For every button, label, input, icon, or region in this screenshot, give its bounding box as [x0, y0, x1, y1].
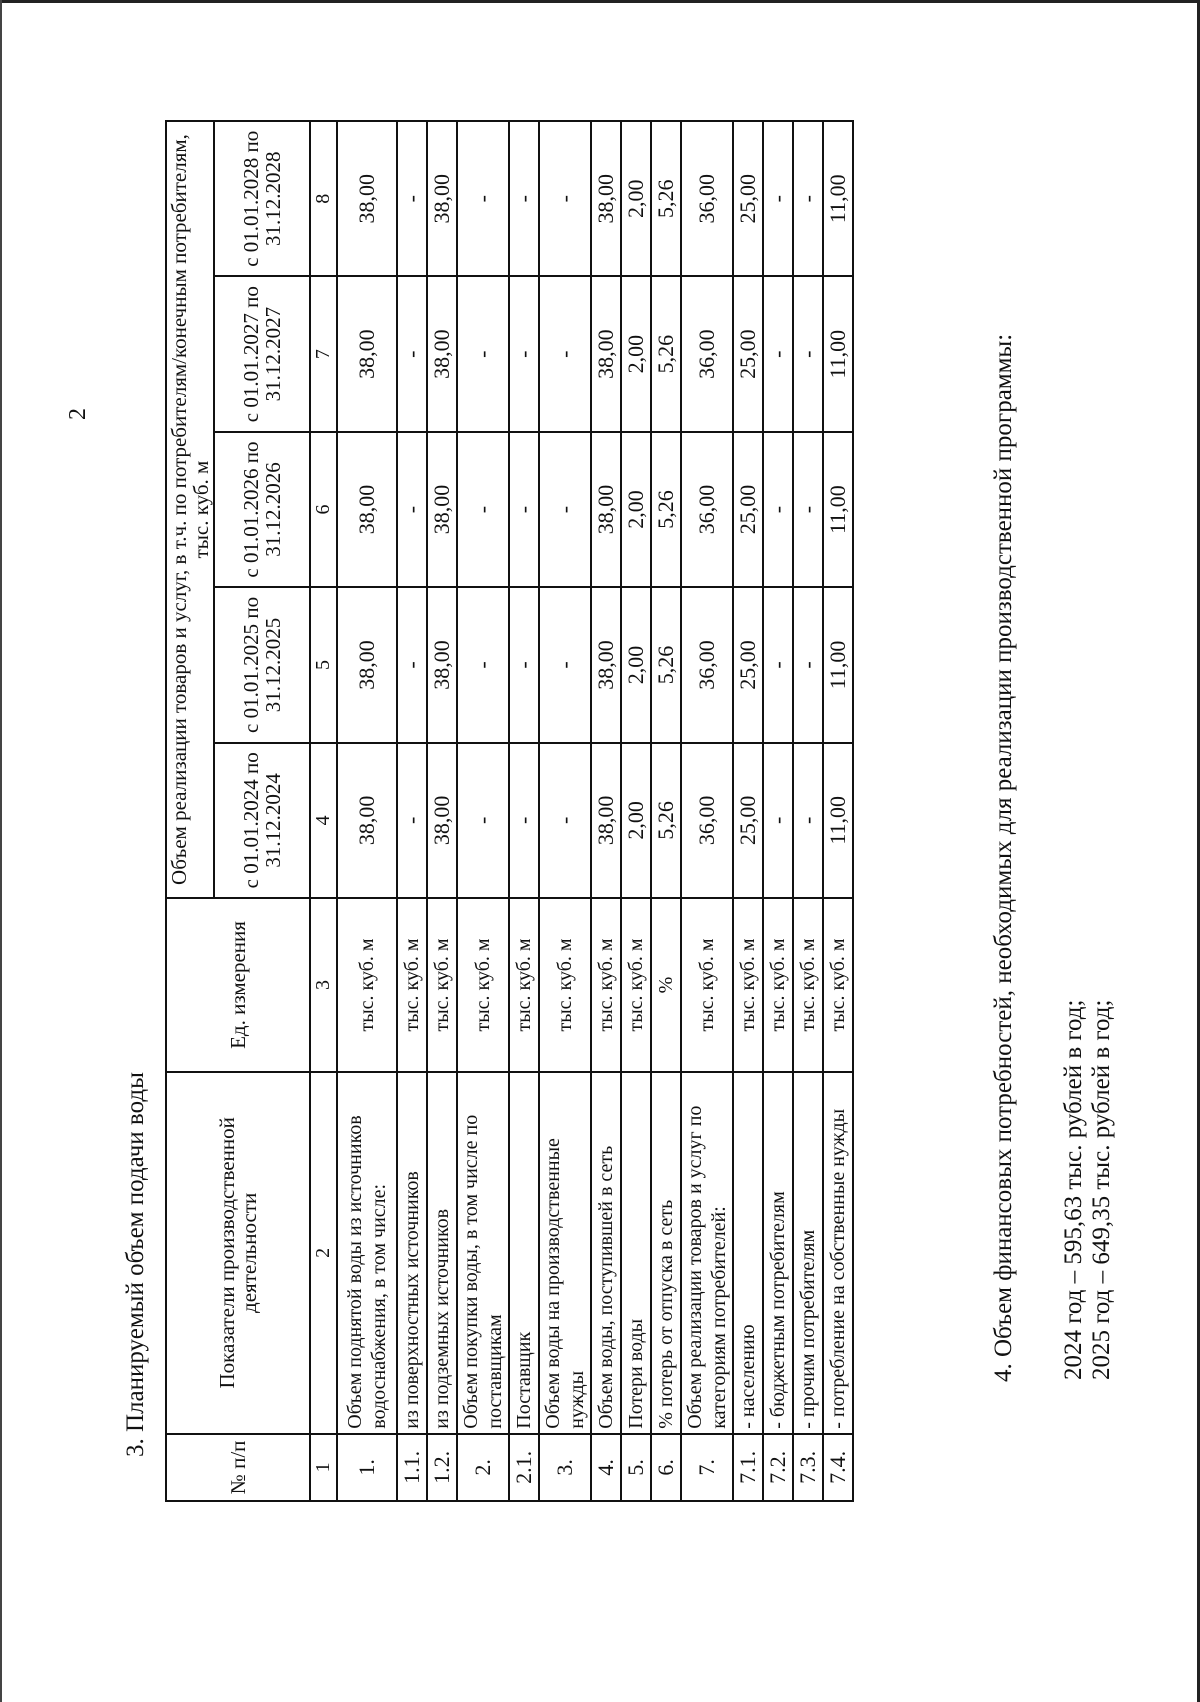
row-number: 1.1.	[397, 1434, 427, 1501]
row-value: 38,00	[337, 743, 397, 898]
header-period-2028: с 01.01.2028 по 31.12.2028	[214, 121, 310, 276]
table-row	[591, 121, 621, 1501]
table-row	[651, 121, 681, 1501]
row-value: 2,00	[621, 121, 651, 276]
row-number: 6.	[651, 1434, 681, 1501]
row-value: -	[509, 432, 539, 587]
row-unit: тыс. куб. м	[427, 898, 457, 1072]
row-indicator: Объем реализации товаров и услуг по категориям потребителей:	[681, 1072, 733, 1434]
row-value: 38,00	[591, 587, 621, 742]
column-number-row	[310, 121, 337, 1501]
row-value: 5,26	[651, 121, 681, 276]
row-value: 38,00	[591, 121, 621, 276]
row-value: 38,00	[591, 432, 621, 587]
row-value: 2,00	[621, 276, 651, 431]
row-value: 36,00	[681, 743, 733, 898]
row-value: 38,00	[591, 743, 621, 898]
row-value: -	[763, 587, 793, 742]
table-row	[397, 121, 427, 1501]
row-value: 25,00	[733, 121, 763, 276]
table-row	[457, 121, 509, 1501]
water-supply-table	[165, 120, 854, 1502]
row-indicator: Объем поднятой воды из источников водоснабжения, в том числе:	[337, 1072, 397, 1434]
section-3-title: 3. Планируемый объем подачи воды	[122, 1072, 149, 1457]
row-value: 25,00	[733, 432, 763, 587]
row-indicator: из поверхностных источников	[397, 1072, 427, 1434]
row-number: 3.	[539, 1434, 591, 1501]
row-value: -	[793, 276, 823, 431]
row-value: 5,26	[651, 432, 681, 587]
row-number: 2.1.	[509, 1434, 539, 1501]
row-value: 38,00	[427, 432, 457, 587]
row-value: -	[397, 432, 427, 587]
row-indicator: Объем воды на производственные нужды	[539, 1072, 591, 1434]
row-unit: тыс. куб. м	[681, 898, 733, 1072]
column-number: 5	[310, 587, 337, 742]
row-value: -	[539, 587, 591, 742]
row-value: -	[457, 432, 509, 587]
row-indicator: Объем покупки воды, в том числе по поставщикам	[457, 1072, 509, 1434]
row-value: -	[539, 432, 591, 587]
row-value: -	[793, 743, 823, 898]
row-number: 4.	[591, 1434, 621, 1501]
row-value: -	[793, 587, 823, 742]
row-value: -	[539, 276, 591, 431]
row-value: 2,00	[621, 587, 651, 742]
row-unit: тыс. куб. м	[763, 898, 793, 1072]
row-unit: тыс. куб. м	[457, 898, 509, 1072]
row-value: 38,00	[427, 743, 457, 898]
row-unit: тыс. куб. м	[539, 898, 591, 1072]
row-unit: тыс. куб. м	[793, 898, 823, 1072]
row-value: -	[793, 121, 823, 276]
row-value: -	[457, 587, 509, 742]
row-indicator: - потребление на собственные нужды	[823, 1072, 853, 1434]
row-number: 1.	[337, 1434, 397, 1501]
row-value: -	[509, 276, 539, 431]
table-row	[681, 121, 733, 1501]
row-value: -	[397, 276, 427, 431]
finance-line-2024: 2024 год – 595,63 тыс. рублей в год;	[1060, 999, 1087, 1380]
column-number: 4	[310, 743, 337, 898]
row-value: -	[457, 743, 509, 898]
row-unit: тыс. куб. м	[823, 898, 853, 1072]
row-number: 7.2.	[763, 1434, 793, 1501]
column-number: 6	[310, 432, 337, 587]
row-value: 38,00	[591, 276, 621, 431]
column-number: 1	[310, 1434, 337, 1501]
header-period-2024: с 01.01.2024 по 31.12.2024	[214, 743, 310, 898]
row-value: -	[397, 587, 427, 742]
row-number: 7.3.	[793, 1434, 823, 1501]
table-row	[539, 121, 591, 1501]
row-indicator: из подземных источников	[427, 1072, 457, 1434]
row-unit: тыс. куб. м	[337, 898, 397, 1072]
row-value: 25,00	[733, 743, 763, 898]
header-indicator: Показатели производственной деятельности	[166, 1072, 310, 1434]
row-indicator: Объем воды, поступившей в сеть	[591, 1072, 621, 1434]
row-unit: тыс. куб. м	[397, 898, 427, 1072]
row-value: -	[509, 121, 539, 276]
row-unit: %	[651, 898, 681, 1072]
row-number: 5.	[621, 1434, 651, 1501]
row-value: 25,00	[733, 587, 763, 742]
row-value: 38,00	[337, 587, 397, 742]
table-row	[509, 121, 539, 1501]
row-indicator: % потерь от отпуска в сеть	[651, 1072, 681, 1434]
column-number: 7	[310, 276, 337, 431]
row-value: 11,00	[823, 743, 853, 898]
row-number: 2.	[457, 1434, 509, 1501]
table-row	[733, 121, 763, 1501]
row-unit: тыс. куб. м	[621, 898, 651, 1072]
table-row	[621, 121, 651, 1501]
row-indicator: - прочим потребителям	[793, 1072, 823, 1434]
row-value: -	[509, 743, 539, 898]
row-value: 36,00	[681, 432, 733, 587]
row-value: -	[539, 121, 591, 276]
row-unit: тыс. куб. м	[591, 898, 621, 1072]
row-number: 7.4.	[823, 1434, 853, 1501]
row-value: -	[763, 743, 793, 898]
row-value: 5,26	[651, 743, 681, 898]
table-row	[793, 121, 823, 1501]
row-value: 38,00	[337, 121, 397, 276]
header-volume: Объем реализации товаров и услуг, в т.ч. по потребителям/конечным потребителям, тыс. куб. м	[166, 121, 214, 898]
row-value: -	[397, 743, 427, 898]
row-value: -	[793, 432, 823, 587]
row-unit: тыс. куб. м	[509, 898, 539, 1072]
row-value: 25,00	[733, 276, 763, 431]
row-value: 2,00	[621, 743, 651, 898]
column-number: 3	[310, 898, 337, 1072]
table-row	[337, 121, 397, 1501]
page-number: 2	[65, 408, 91, 420]
header-period-2026: с 01.01.2026 по 31.12.2026	[214, 432, 310, 587]
row-value: 36,00	[681, 121, 733, 276]
row-value: -	[457, 121, 509, 276]
row-value: 5,26	[651, 276, 681, 431]
header-unit: Ед. измерения	[166, 898, 310, 1072]
row-value: 38,00	[427, 276, 457, 431]
header-period-2025: с 01.01.2025 по 31.12.2025	[214, 587, 310, 742]
row-value: 38,00	[337, 276, 397, 431]
row-value: 2,00	[621, 432, 651, 587]
row-value: 38,00	[427, 587, 457, 742]
row-indicator: Поставщик	[509, 1072, 539, 1434]
column-number: 2	[310, 1072, 337, 1434]
row-value: 36,00	[681, 276, 733, 431]
row-indicator: - населению	[733, 1072, 763, 1434]
row-value: 11,00	[823, 432, 853, 587]
section-4-title: 4. Объем финансовых потребностей, необходимых для реализации производственной программы:	[990, 333, 1017, 1382]
row-value: 38,00	[427, 121, 457, 276]
table-row	[823, 121, 853, 1501]
row-number: 7.1.	[733, 1434, 763, 1501]
row-value: 36,00	[681, 587, 733, 742]
row-value: -	[539, 743, 591, 898]
row-value: 5,26	[651, 587, 681, 742]
row-number: 7.	[681, 1434, 733, 1501]
row-value: -	[397, 121, 427, 276]
row-value: -	[509, 587, 539, 742]
row-value: -	[763, 432, 793, 587]
row-value: 11,00	[823, 276, 853, 431]
header-period-2027: с 01.01.2027 по 31.12.2027	[214, 276, 310, 431]
table-row	[763, 121, 793, 1501]
row-indicator: Потери воды	[621, 1072, 651, 1434]
finance-line-2025: 2025 год – 649,35 тыс. рублей в год;	[1088, 999, 1115, 1380]
header-num: № п/п	[166, 1434, 310, 1501]
row-value: -	[457, 276, 509, 431]
table-row	[427, 121, 457, 1501]
row-value: -	[763, 121, 793, 276]
row-value: 38,00	[337, 432, 397, 587]
row-value: -	[763, 276, 793, 431]
column-number: 8	[310, 121, 337, 276]
row-indicator: - бюджетным потребителям	[763, 1072, 793, 1434]
row-unit: тыс. куб. м	[733, 898, 763, 1072]
row-value: 11,00	[823, 587, 853, 742]
row-value: 11,00	[823, 121, 853, 276]
row-number: 1.2.	[427, 1434, 457, 1501]
